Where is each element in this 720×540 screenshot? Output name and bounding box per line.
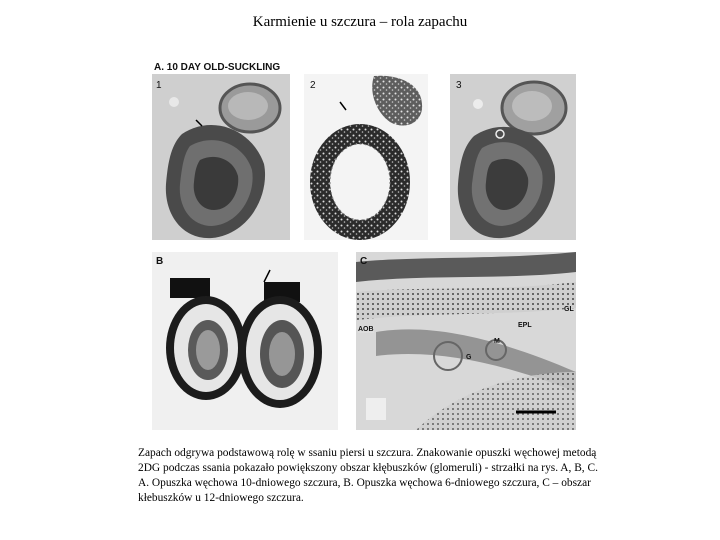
caption-line: 2DG podczas ssania pokazało powiększony obszar kłębuszków (glomeruli) - strzałki na rys. A, B, C.	[138, 462, 598, 474]
panel-c-glomeruli-image	[356, 252, 576, 430]
panel-a1-label: 1	[156, 80, 162, 91]
panel-c-m-label: M	[494, 338, 500, 345]
panel-a-header: A. 10 DAY OLD-SUCKLING	[154, 62, 281, 73]
panel-c-gl-label: GL	[564, 306, 574, 313]
panel-b-label: B	[156, 256, 164, 267]
panel-a3-bulb-image	[450, 74, 576, 240]
panel-c-g-label: G	[466, 354, 472, 361]
panel-b-bulb-image	[152, 252, 338, 430]
panel-c-epl-label: EPL	[518, 322, 532, 329]
panel-a3-label: 3	[456, 80, 462, 91]
figure-caption	[138, 446, 638, 506]
slide-title: Karmienie u szczura – rola zapachu	[252, 14, 468, 30]
panel-a2-bulb-image	[304, 74, 428, 240]
caption-line: kłebuszków u 12-dniowego szczura.	[138, 492, 304, 504]
panel-c-aob-label: AOB	[358, 326, 374, 333]
panel-a1-bulb-image	[152, 74, 290, 240]
caption-line: A. Opuszka węchowa 10-dniowego szczura, B. Opuszka węchowa 6-dniowego szczura, C – obszar	[138, 477, 591, 489]
caption-line: Zapach odgrywa podstawową rolę w ssaniu piersi u szczura. Znakowanie opuszki węchowej metodą	[138, 447, 597, 459]
micrograph-figure	[148, 58, 580, 430]
panel-a2-label: 2	[310, 80, 316, 91]
panel-c-label: C	[360, 256, 368, 267]
